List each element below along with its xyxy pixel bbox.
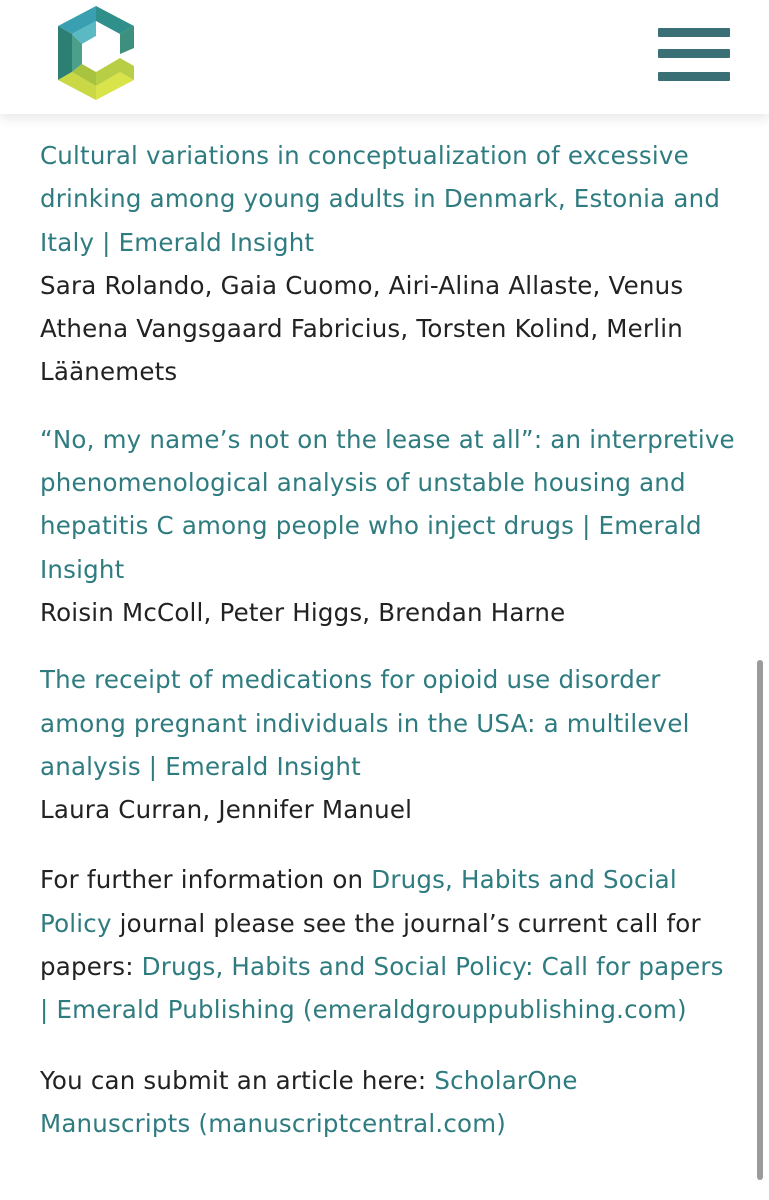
site-header — [0, 0, 769, 114]
menu-bar — [658, 72, 730, 81]
article-authors: Sara Rolando, Gaia Cuomo, Airi-Alina Allaste, Venus Athena Vangsgaard Fabricius, Torsten Kolind, Merlin Läänemets — [40, 270, 684, 387]
menu-button[interactable] — [656, 28, 730, 84]
article-authors: Laura Curran, Jennifer Manuel — [40, 795, 413, 825]
article-entry — [40, 134, 740, 394]
article-authors: Roisin McColl, Peter Higgs, Brendan Harne — [40, 597, 566, 627]
article-entry — [40, 418, 740, 634]
scrollbar[interactable] — [757, 660, 763, 1180]
article-entry — [40, 658, 740, 831]
submit-paragraph: You can submit an article here: ScholarOne Manuscripts (manuscriptcentral.com) — [40, 1065, 578, 1138]
article-title-link[interactable]: Cultural variations in conceptualization of excessive drinking among young adults in Denmark, Estonia and Italy | Emerald Insight — [40, 141, 721, 257]
scholarone-link[interactable]: ScholarOne Manuscripts (manuscriptcentral.com) — [40, 1065, 578, 1138]
article-title-link[interactable]: The receipt of medications for opioid use disorder among pregnant individuals in the USA: a multilevel analysis | Emerald Insight — [40, 665, 690, 781]
article-title-link[interactable]: “No, my name’s not on the lease at all”: an interpretive phenomenological analysis of unstable housing and hepatitis C among people who inject drugs | Emerald Insight — [40, 424, 735, 584]
article-list — [40, 134, 740, 1172]
menu-bar — [658, 28, 730, 37]
journal-link[interactable]: Drugs, Habits and Social Policy — [40, 865, 677, 938]
emerald-logo-icon[interactable] — [54, 4, 138, 102]
menu-bar — [658, 49, 730, 58]
call-for-papers-link[interactable]: Drugs, Habits and Social Policy: Call for papers | Emerald Publishing (emeraldgrouppublishing.com) — [40, 952, 724, 1025]
further-info-paragraph: For further information on Drugs, Habits and Social Policy journal please see the journal’s current call for papers: Drugs, Habits and Social Policy: Call for papers | Emerald Publishing (emeraldgrouppublishing.com) — [40, 865, 724, 1025]
